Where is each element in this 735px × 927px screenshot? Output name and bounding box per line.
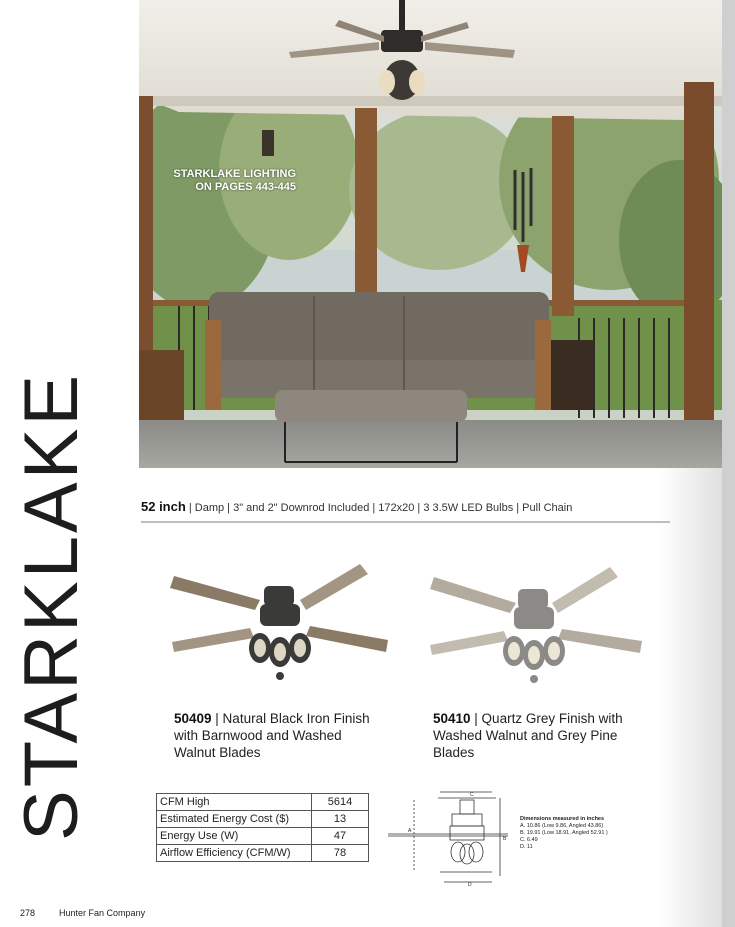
- table-cell-label: Airflow Efficiency (CFM/W): [157, 845, 312, 862]
- table-cell-label: Estimated Energy Cost ($): [157, 811, 312, 828]
- model-finish: | Quartz Grey Finish with Washed Walnut and Grey Pine Blades: [433, 711, 623, 760]
- model-finish: | Natural Black Iron Finish with Barnwood and Washed Walnut Blades: [174, 711, 370, 760]
- dimension-letter-d: D: [468, 882, 472, 886]
- photo-caption-line-1: STARKLAKE LIGHTING: [173, 168, 296, 180]
- table-cell-value: 5614: [312, 794, 369, 811]
- performance-table: [156, 793, 369, 862]
- spec-details: | Damp | 3" and 2" Downrod Included | 172x20 | 3 3.5W LED Bulbs | Pull Chain: [185, 502, 573, 514]
- page-footer: [20, 908, 145, 918]
- dimension-notes: [520, 816, 608, 851]
- company-name: Hunter Fan Company: [59, 908, 146, 918]
- table-row: [157, 794, 369, 811]
- dimension-line-d: D. 11: [520, 844, 533, 850]
- collection-title: STARKLAKE: [9, 371, 94, 841]
- model-number: 50410: [433, 711, 471, 726]
- divider: [141, 521, 670, 523]
- table-row: [157, 845, 369, 862]
- photo-caption: [160, 168, 296, 194]
- porch-scene-illustration: [139, 0, 722, 468]
- product-image-50410: [420, 555, 650, 705]
- photo-caption-line-2: ON PAGES 443-445: [195, 181, 296, 193]
- dimension-line-b: B. 19.91 (Low 18.91, Angled 52.91 ): [520, 830, 608, 836]
- model-number: 50409: [174, 711, 212, 726]
- product-50409-description: [174, 710, 374, 761]
- table-cell-label: CFM High: [157, 794, 312, 811]
- table-cell-value: 47: [312, 828, 369, 845]
- dimension-letter-b: B: [503, 836, 507, 842]
- table-row: [157, 811, 369, 828]
- table-cell-label: Energy Use (W): [157, 828, 312, 845]
- spec-line: [141, 499, 572, 514]
- table-cell-value: 78: [312, 845, 369, 862]
- product-image-50409: [160, 548, 400, 703]
- dimension-letter-a: A: [408, 828, 412, 834]
- dimension-title: Dimensions measured in inches: [520, 816, 605, 822]
- table-row: [157, 828, 369, 845]
- dimension-diagram: [380, 790, 520, 886]
- dimension-line-a: A. 10.86 (Low 9.86, Angled 43.86): [520, 823, 604, 829]
- page-number: 278: [20, 908, 36, 918]
- table-cell-value: 13: [312, 811, 369, 828]
- page-edge-strip: [722, 0, 735, 927]
- dimension-letter-c: C: [470, 792, 474, 798]
- product-50410-description: [433, 710, 643, 761]
- dimension-line-c: C. 6.49: [520, 837, 538, 843]
- fan-size: 52 inch: [141, 499, 186, 514]
- ceiling-fan-icon: [160, 548, 400, 698]
- lifestyle-photo: [139, 0, 722, 468]
- ceiling-fan-icon: [420, 555, 650, 700]
